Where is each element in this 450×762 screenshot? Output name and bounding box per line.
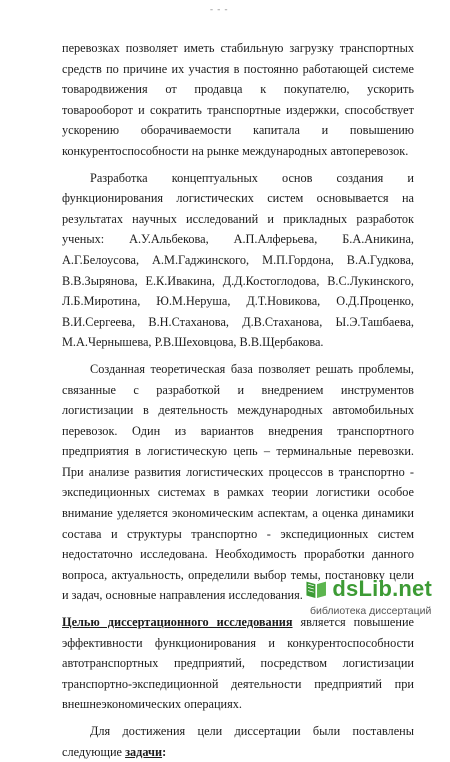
paragraph-2: Разработка концептуальных основ создания и функционирования логистических систем основывается на результатах научных исследований и прикладных разработок ученых: А.У.Альбекова, А.П.Алферьева, Б.А.Аникина, А.Г.Белоусова, А.М.Гаджинского, М.П.Гордона, В.А.Гудкова, В.В.Зырянова, Е.К.Ивакина, Д.Д.Костоглодова, В.С.Лукинского, Л.Б.Миротина, Ю.М.Неруша, Д.Т.Новикова, О.Д.Проценко, В.И.Сергеева, В.Н.Стаханова, Д.В.Стаханова, Ы.Э.Ташбаева, М.А.Чернышева, Р.В.Шеховцова, В.В.Щербакова.: [62, 170, 414, 350]
document-page: [62, 38, 414, 762]
tasks-colon: :: [162, 744, 167, 759]
tasks-intro: Для достижения цели диссертации были поставлены следующие: [62, 724, 414, 759]
dslib-watermark: [304, 574, 432, 626]
watermark-subtitle: библиотека диссертаций: [310, 605, 432, 617]
watermark-brand: dsLib.net: [332, 576, 432, 601]
paragraph-4: [62, 612, 414, 715]
paragraph-1: перевозках позволяет иметь стабильную загрузку транспортных средств по причине их участия в постоянно работающей системе товародвижения от продавца к покупателю, ускорить товарооборот и сократить транспортные издержки, способствует ускорению оборачиваемости капитала и повышению конкурентоспособности на рынке международных автоперевозок.: [62, 41, 414, 158]
page-marker: - - -: [210, 4, 229, 14]
paragraph-5: [62, 721, 414, 762]
paragraph-3: Созданная теоретическая база позволяет решать проблемы, связанные с разработкой и внедрением инструментов логистизации в деятельность международных автомобильных перевозок. Один из вариантов внедрения транспортного предприятия в логистическую цепь – терминальные перевозки. При анализе развития логистических процессов в транспортно - экспедиционных системах в рамках теории логистики особое внимание уделяется экономическим аспектам, а оценка динамики состава и структуры транспортно - экспедиционных систем недостаточно исследована. Необходимость проработки данного вопроса, актуальность, определили выбор темы, постановку цели и задач, основные направления исследования.: [62, 361, 414, 603]
goal-text: является повышение эффективности функционирования и конкурентоспособности автотранспортных предприятий, посредством логистизации транспортно-экспедиционной деятельности предприятий при внешнеэкономических операциях.: [62, 615, 414, 712]
book-logo-icon: [304, 574, 328, 604]
tasks-heading: задачи: [125, 744, 163, 759]
goal-heading: Целью диссертационного исследования: [62, 615, 293, 630]
